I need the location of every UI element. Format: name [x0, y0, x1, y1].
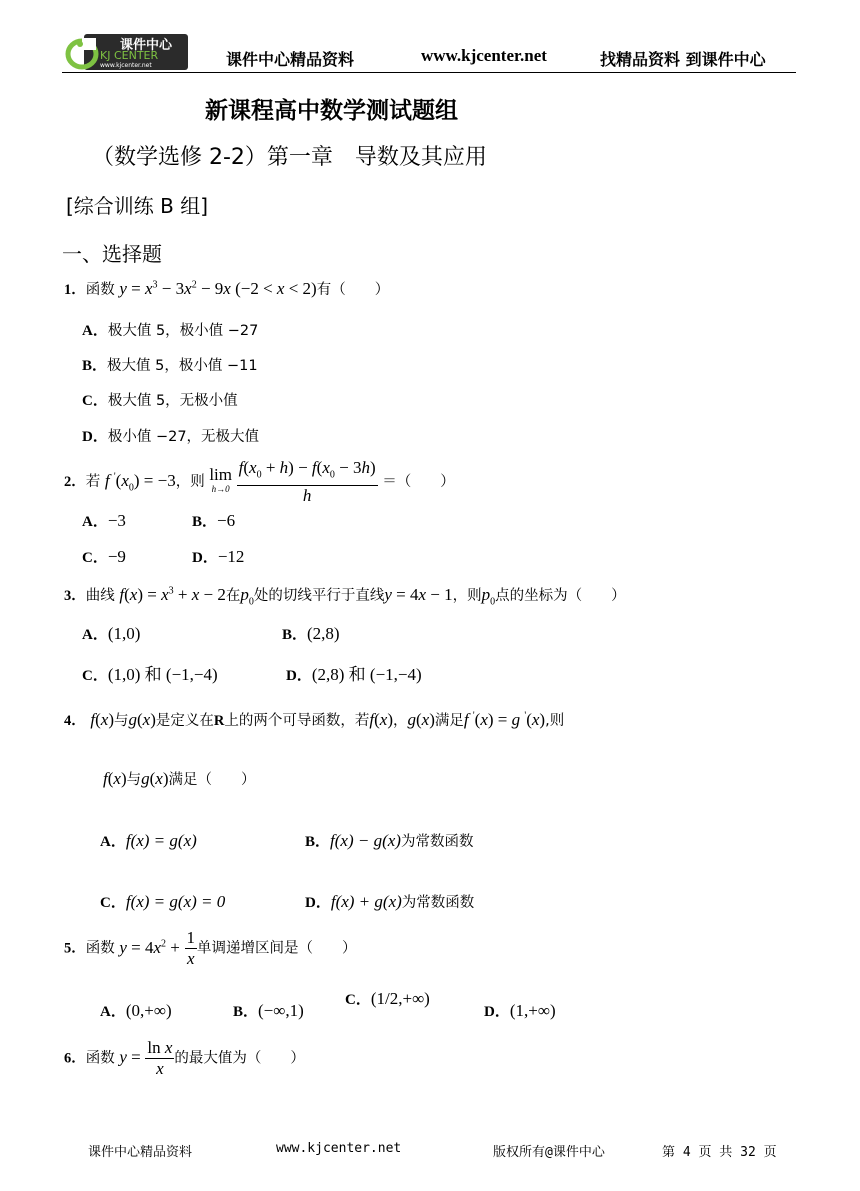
page-subtitle: （数学选修 2-2）第一章 导数及其应用 — [92, 145, 487, 170]
question-number: 6． — [64, 1050, 86, 1067]
page-title: 新课程高中数学测试题组 — [205, 98, 458, 124]
option-5d[interactable]: D．(1,+∞) — [484, 1001, 556, 1020]
limit-symbol: lim h→0 — [209, 465, 232, 495]
section-heading: 一、选择题 — [62, 242, 162, 266]
option-2a[interactable]: A．−3 — [82, 511, 126, 530]
option-4c[interactable]: C．f(x) = g(x) = 0 — [100, 892, 226, 911]
formula: f $'(x_0) = -3$ — [104, 471, 176, 494]
page-number: 第 4 页 共 32 页 — [662, 1145, 777, 1160]
header-divider — [62, 72, 796, 73]
option-3b[interactable]: B．(2,8) — [282, 624, 340, 643]
header-left: 课件中心精品资料 — [226, 50, 355, 69]
fraction: $\frac{f(x_0 + h) - f(x_0 - 3h)}{h}$ — [238, 458, 376, 506]
option-2d[interactable]: D．−12 — [192, 547, 245, 566]
option-1a[interactable]: A．极大值 5，极小值 −27 — [82, 323, 259, 339]
option-1c[interactable]: C．极大值 5，无极小值 — [82, 393, 238, 409]
option-5a[interactable]: A．(0,+∞) — [100, 1001, 172, 1020]
question-2: 2．若 f $'(x_0) = -3$，则 lim h→0 $\frac{f(x_0 + h) - f(x_0 - 3h)}{h}$ ＝（ ） — [64, 458, 455, 506]
svg-text:课件中心: 课件中心 — [120, 38, 173, 53]
svg-text:KJ CENTER: KJ CENTER — [100, 49, 159, 62]
question-4-line2: f(x)与g(x)满足（ ） — [103, 769, 256, 788]
question-4: 4． f(x)与g(x)是定义在R上的两个可导函数，若f(x)，g(x)满足f '(x) = g '(x),则 — [64, 710, 565, 729]
fraction: $\frac{1}{x}$ — [186, 928, 195, 968]
question-number: 4． — [64, 713, 86, 729]
option-5b[interactable]: B．(−∞,1) — [233, 1001, 304, 1020]
footer-link[interactable]: www.kjcenter.net — [276, 1141, 402, 1156]
group-label: [综合训练 B 组] — [66, 194, 209, 218]
formula: $y = x^3 - 3x^2 - 9x$ (−2 < x < 2) — [119, 279, 317, 298]
fraction: $\frac{\text{ln x}}{x}$ — [147, 1038, 173, 1078]
logo-graphic — [62, 32, 188, 72]
option-4b[interactable]: B．f(x) − g(x)为常数函数 — [305, 831, 474, 850]
option-4a[interactable]: A．f(x) = g(x) — [100, 831, 197, 850]
option-3a[interactable]: A．(1,0) — [82, 624, 141, 643]
question-3: 3．曲线 $f(x) = x^3 + x - 2$在$p_0$处的切线平行于直线y = 4x − 1，则$p_0$点的坐标为（ ） — [64, 585, 626, 608]
footer-copyright: 版权所有@课件中心 — [493, 1145, 605, 1160]
footer-left: 课件中心精品资料 — [88, 1145, 193, 1160]
header-center-link[interactable]: www.kjcenter.net — [421, 46, 547, 65]
question-number: 3． — [64, 588, 86, 604]
option-1d[interactable]: D．极小值 −27，无极大值 — [82, 429, 260, 445]
logo — [62, 32, 188, 72]
question-6: 6．函数 y = $\frac{\text{ln x}}{x}$ 的最大值为（ ） — [64, 1038, 305, 1078]
question-number: 5． — [64, 940, 86, 957]
option-4d[interactable]: D．f(x) + g(x)为常数函数 — [305, 892, 475, 911]
question-1: 1．函数 $y = x^3 - 3x^2 - 9x$ (−2 < x < 2)有（ ） — [64, 279, 390, 298]
header-right: 找精品资料 到课件中心 — [600, 50, 766, 69]
svg-text:www.kjcenter.net: www.kjcenter.net — [100, 62, 152, 69]
option-2b[interactable]: B．−6 — [192, 511, 236, 530]
option-2c[interactable]: C．−9 — [82, 547, 126, 566]
question-5: 5．函数 $y = 4x^2$ + $\frac{1}{x}$ 单调递增区间是（ ） — [64, 928, 357, 968]
option-3d[interactable]: D．(2,8) 和 (−1,−4) — [286, 665, 422, 684]
option-1b[interactable]: B．极大值 5，极小值 −11 — [82, 358, 258, 374]
question-number: 1． — [64, 282, 86, 298]
option-3c[interactable]: C．(1,0) 和 (−1,−4) — [82, 665, 218, 684]
option-5c[interactable]: C．(1/2,+∞) — [345, 989, 430, 1008]
question-number: 2． — [64, 474, 86, 491]
